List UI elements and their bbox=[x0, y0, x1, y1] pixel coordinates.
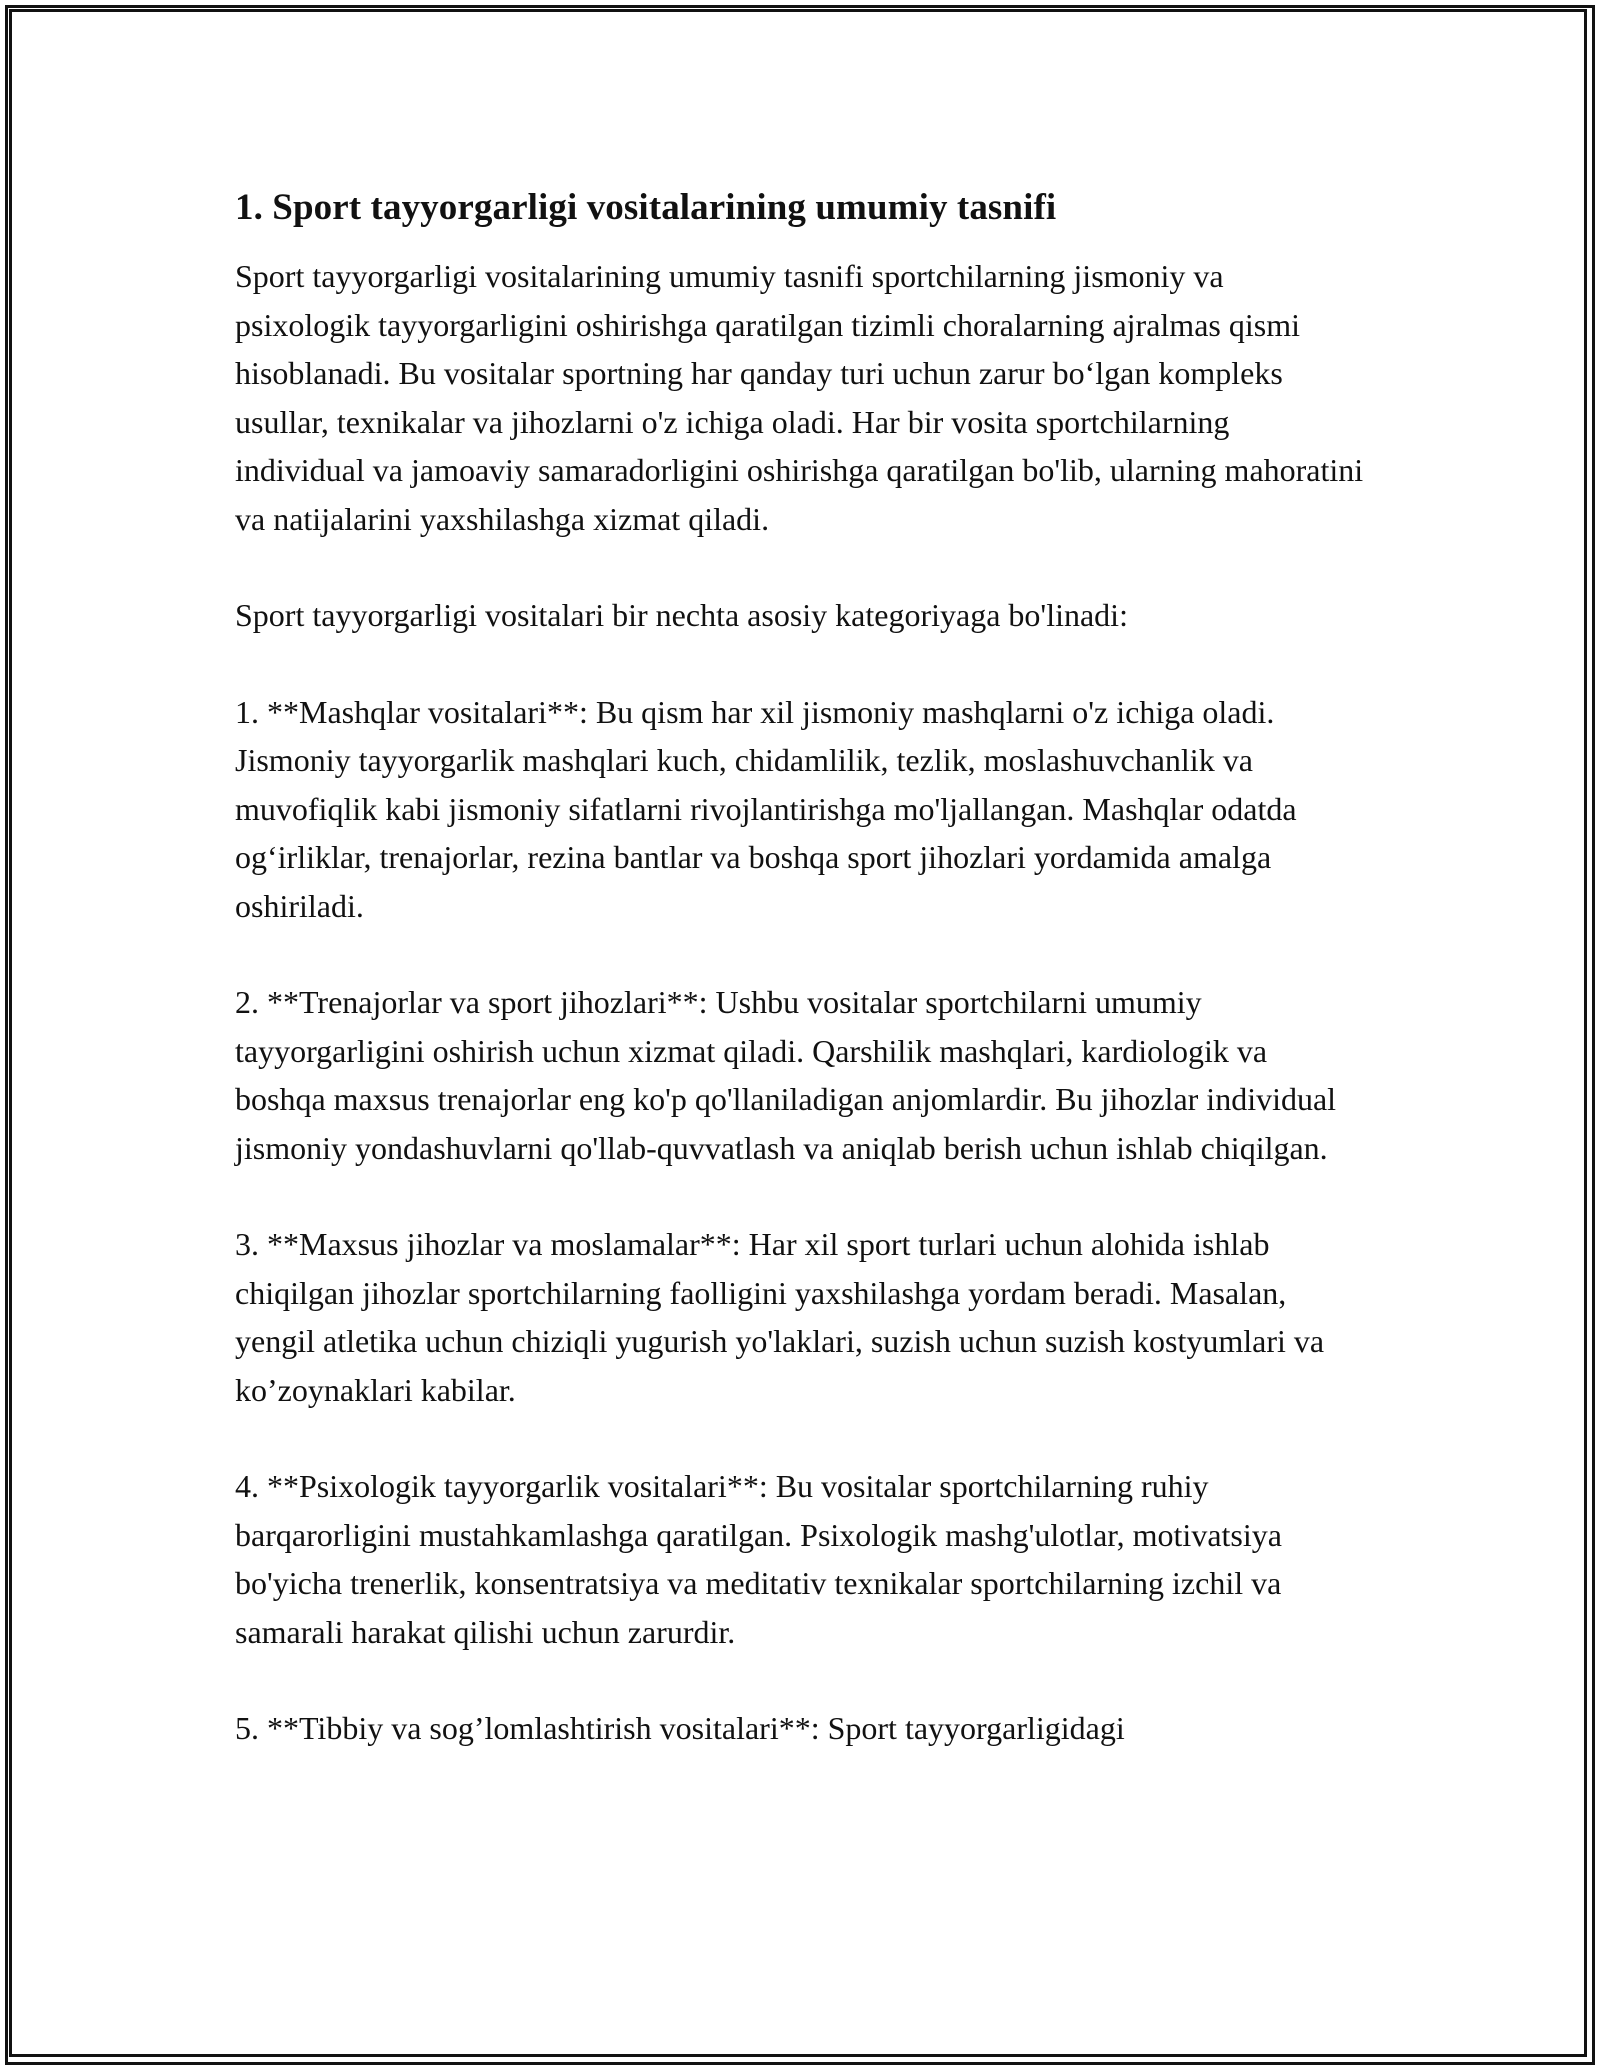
paragraph-item-4: 4. **Psixologik tayyorgarlik vositalari**: Bu vositalar sportchilarning ruhiy barqarorligini mustahkamlashga qaratilgan. Psixologik mashg'ulotlar, motivatsiya bo'yicha trenerlik, konsentratsiya va meditativ texnikalar sportchilarning izchil va samarali harakat qilishi uchun zarurdir. bbox=[235, 1468, 1282, 1650]
paragraph-item-3: 3. **Maxsus jihozlar va moslamalar**: Har xil sport turlari uchun alohida ishlab chiqilgan jihozlar sportchilarning faolligini yaxshilashga yordam beradi. Masalan, yengil atletika uchun chiziqli yugurish yo'laklari, suzish uchun suzish kostyumlari va ko’zoynaklari kabilar. bbox=[235, 1226, 1325, 1408]
paragraph-categories-lead: Sport tayyorgarligi vositalari bir nechta asosiy kategoriyaga bo'linadi: bbox=[235, 597, 1128, 633]
paragraph-item-2: 2. **Trenajorlar va sport jihozlari**: Ushbu vositalar sportchilarni umumiy tayyorgarligini oshirish uchun xizmat qiladi. Qarshilik mashqlari, kardiologik va boshqa maxsus trenajorlar eng ko'p qo'llaniladigan anjomlardir. Bu jihozlar individual jismoniy yondashuvlarni qo'llab-quvvatlash va aniqlab berish uchun ishlab chiqilgan. bbox=[235, 984, 1337, 1166]
paragraph-item-5: 5. **Tibbiy va sog’lomlashtirish vositalari**: Sport tayyorgarligidagi bbox=[235, 1710, 1125, 1746]
paragraph-intro: Sport tayyorgarligi vositalarining umumiy tasnifi sportchilarning jismoniy va psixologik tayyorgarligini oshirishga qaratilgan tizimli choralarning ajralmas qismi hisoblanadi. Bu vositalar sportning har qanday turi uchun zarur bo‘lgan kompleks usullar, texnikalar va jihozlarni o'z ichiga oladi. Har bir vosita sportchilarning individual va jamoaviy samaradorligini oshirishga qaratilgan bo'lib, ularning mahoratini va natijalarini yaxshilashga xizmat qiladi. bbox=[235, 258, 1364, 537]
paragraph-item-1: 1. **Mashqlar vositalari**: Bu qism har xil jismoniy mashqlarni o'z ichiga oladi. Jismoniy tayyorgarlik mashqlari kuch, chidamlilik, tezlik, moslashuvchanlik va muvofiqlik kabi jismoniy sifatlarni rivojlantirishga mo'ljallangan. Mashqlar odatda og‘irliklar, trenajorlar, rezina bantlar va boshqa sport jihozlari yordamida amalga oshiriladi. bbox=[235, 693, 1297, 924]
document-body bbox=[235, 184, 1365, 1753]
section-heading: 1. Sport tayyorgarligi vositalarining umumiy tasnifi bbox=[235, 187, 1057, 228]
